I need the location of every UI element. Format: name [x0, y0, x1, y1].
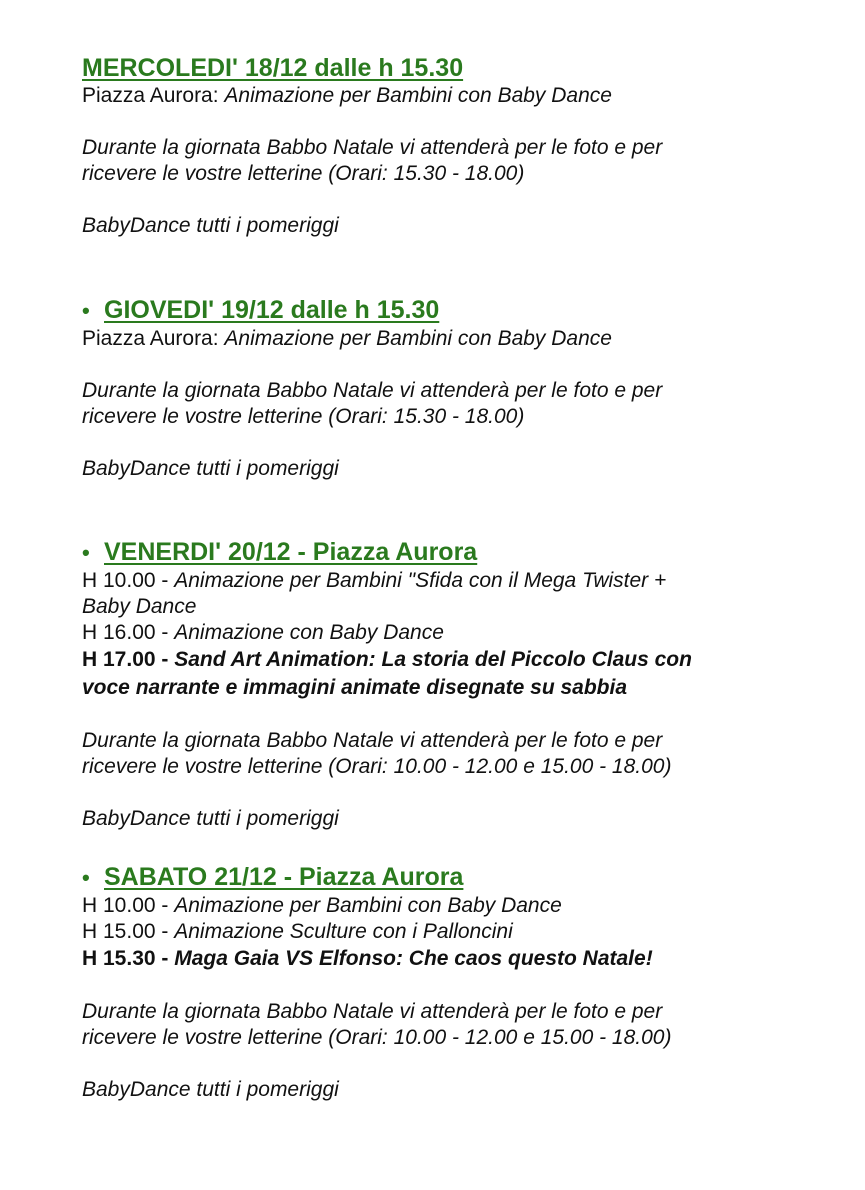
program-prefix: H 15.30 -	[82, 947, 169, 970]
day-section-venerdi	[82, 537, 802, 832]
program-text: Animazione Sculture con i Palloncini	[174, 920, 513, 943]
note-line: ricevere le vostre letterine (Orari: 10.00 - 12.00 e 15.00 - 18.00)	[82, 1026, 672, 1049]
program-line	[82, 83, 802, 109]
note-line: Durante la giornata Babbo Natale vi attenderà per le foto e per	[82, 1000, 663, 1023]
program-text: Sand Art Animation: La storia del Piccolo Claus con	[174, 648, 692, 671]
program-prefix: Piazza Aurora:	[82, 84, 219, 107]
program-text: Animazione con Baby Dance	[174, 621, 444, 644]
program-prefix: H 16.00 -	[82, 621, 169, 644]
program-prefix: H 10.00 -	[82, 569, 169, 592]
bullet-icon: •	[82, 298, 90, 323]
day-heading: GIOVEDI' 19/12 dalle h 15.30	[104, 296, 440, 324]
note-line: Durante la giornata Babbo Natale vi attenderà per le foto e per	[82, 379, 663, 402]
program-line	[82, 620, 802, 646]
program-text: Animazione per Bambini con Baby Dance	[174, 894, 562, 917]
program-prefix: H 10.00 -	[82, 894, 169, 917]
program-text: Animazione per Bambini "Sfida con il Mega Twister +	[174, 569, 667, 592]
program-line	[82, 568, 802, 594]
day-heading: SABATO 21/12 - Piazza Aurora	[104, 863, 464, 891]
program-line-continuation: voce narrante e immagini animate disegnate su sabbia	[82, 676, 628, 699]
day-section-sabato	[82, 862, 802, 1103]
day-section-giovedi	[82, 295, 802, 482]
day-footer: BabyDance tutti i pomeriggi	[82, 457, 339, 480]
program-line	[82, 893, 802, 919]
note-line: ricevere le vostre letterine (Orari: 10.00 - 12.00 e 15.00 - 18.00)	[82, 755, 672, 778]
program-text: Maga Gaia VS Elfonso: Che caos questo Natale!	[174, 947, 653, 970]
note-line: ricevere le vostre letterine (Orari: 15.30 - 18.00)	[82, 162, 525, 185]
program-line	[82, 326, 802, 352]
program-prefix: Piazza Aurora:	[82, 327, 219, 350]
day-heading: MERCOLEDI' 18/12 dalle h 15.30	[82, 54, 464, 82]
bullet-icon: •	[82, 865, 90, 890]
program-line	[82, 919, 802, 945]
day-heading-row	[82, 537, 802, 568]
day-heading: VENERDI' 20/12 - Piazza Aurora	[104, 538, 478, 566]
program-prefix: H 17.00 -	[82, 648, 169, 671]
day-footer: BabyDance tutti i pomeriggi	[82, 1078, 339, 1101]
program-line-highlight	[82, 945, 802, 973]
day-heading-row	[82, 295, 802, 326]
program-line-continuation: Baby Dance	[82, 595, 197, 618]
day-section-mercoledi	[82, 53, 802, 239]
day-footer: BabyDance tutti i pomeriggi	[82, 214, 339, 237]
note-line: Durante la giornata Babbo Natale vi attenderà per le foto e per	[82, 136, 663, 159]
program-text: Animazione per Bambini con Baby Dance	[224, 327, 612, 350]
program-prefix: H 15.00 -	[82, 920, 169, 943]
program-text: Animazione per Bambini con Baby Dance	[224, 84, 612, 107]
program-line-highlight	[82, 646, 802, 674]
day-heading-row	[82, 862, 802, 893]
bullet-icon: •	[82, 540, 90, 565]
day-footer: BabyDance tutti i pomeriggi	[82, 807, 339, 830]
note-line: Durante la giornata Babbo Natale vi attenderà per le foto e per	[82, 729, 663, 752]
note-line: ricevere le vostre letterine (Orari: 15.30 - 18.00)	[82, 405, 525, 428]
